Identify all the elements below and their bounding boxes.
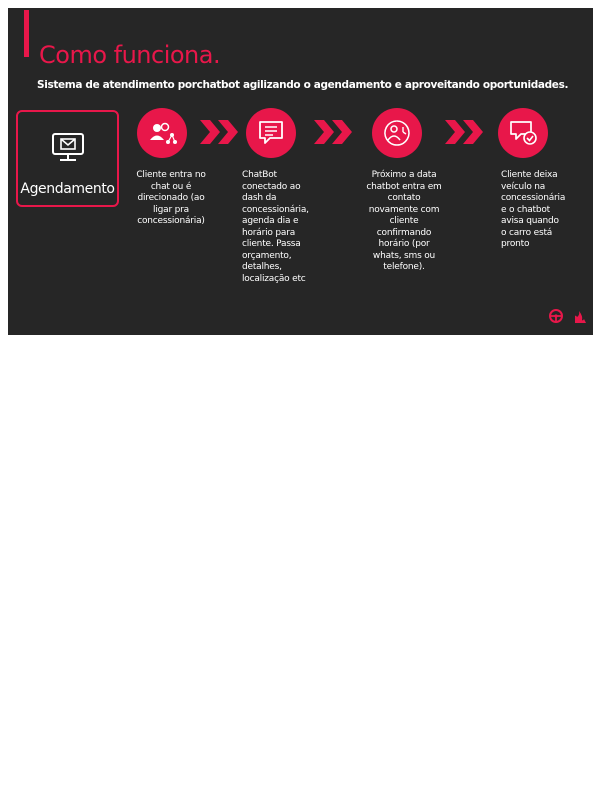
chevron-right-icon [312,118,356,146]
page-subtitle: Sistema de atendimento porchatbot agilizando o agendamento e aproveitando oportunidades. [37,79,569,91]
step-3-circle [372,108,422,158]
step-4-text: Cliente deixa veículo na concessionária e o chatbot avisa quando o carro está pronto [501,170,566,249]
chevron-right-icon [198,118,242,146]
users-share-icon [137,108,187,158]
agendamento-box [16,110,119,207]
step-3-text: Próximo a data chatbot entra em contato novamente com cliente confirmando horário (por whats, sms ou telefone). [366,170,442,272]
monitor-mail-icon [51,132,85,162]
title-accent-bar [24,10,29,57]
step-2-circle [246,108,296,158]
step-4-circle [498,108,548,158]
chevron-right-icon [443,118,487,146]
slide [8,8,593,335]
agendamento-label: Agendamento [20,181,115,197]
step-1-text: Cliente entra no chat ou é direcionado (ao ligar pra concessionária) [136,170,206,226]
flame-icon [575,311,586,323]
chat-list-icon [246,108,296,158]
steering-wheel-icon [550,310,562,322]
brand-logos [549,308,587,329]
step-1-circle [137,108,187,158]
step-2-text: ChatBot conectado ao dash da concessionária, agenda dia e horário para cliente. Passa orçamento, detalhes, localização etc [242,170,309,284]
page-title: Como funciona. [39,41,221,69]
person-clock-icon [372,108,422,158]
chat-check-icon [498,108,548,158]
brand-logos-svg [549,308,587,324]
